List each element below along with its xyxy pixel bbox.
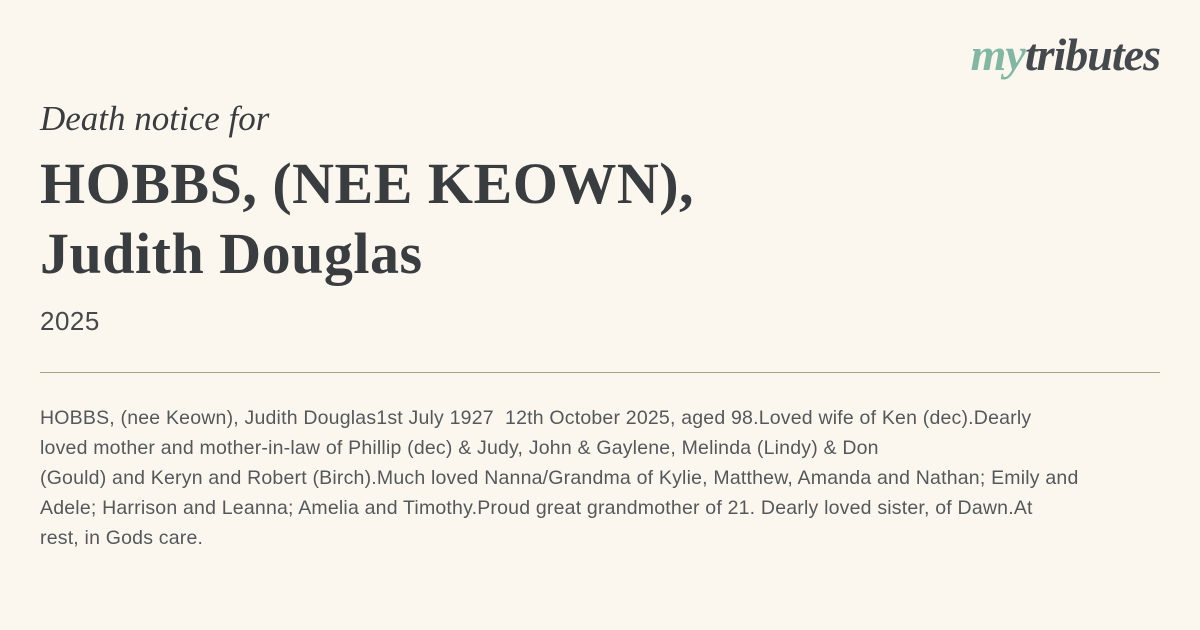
brand-row [40,30,1160,88]
title-line-2: Judith Douglas [40,221,423,287]
notice-line: rest, in Gods care. [40,527,204,549]
notice-line: HOBBS, (nee Keown), Judith Douglas1st July 1927 12th October 2025, aged 98.Loved wife of Ken (dec).Dearly [40,407,1032,429]
title-line-1: HOBBS, (NEE KEOWN), [40,150,695,216]
logo-tributes: tributes [1024,29,1160,80]
eyebrow-death-notice-for: Death notice for [40,99,270,138]
notice-body [40,403,1160,553]
notice-line: Adele; Harrison and Leanna; Amelia and Timothy.Proud great grandmother of 21. Dearly loved sister, of Dawn.At [40,497,1033,519]
notice-line: loved mother and mother-in-law of Phillip (dec) & Judy, John & Gaylene, Melinda (Lindy) & Don [40,437,879,459]
logo-my: my [970,29,1025,80]
notice-year: 2025 [40,306,100,336]
divider-line [40,372,1160,373]
deceased-name-title [40,149,1160,291]
mytributes-logo [971,30,1160,81]
notice-line: (Gould) and Keryn and Robert (Birch).Much loved Nanna/Grandma of Kylie, Matthew, Amanda and Nathan; Emily and [40,467,1079,489]
